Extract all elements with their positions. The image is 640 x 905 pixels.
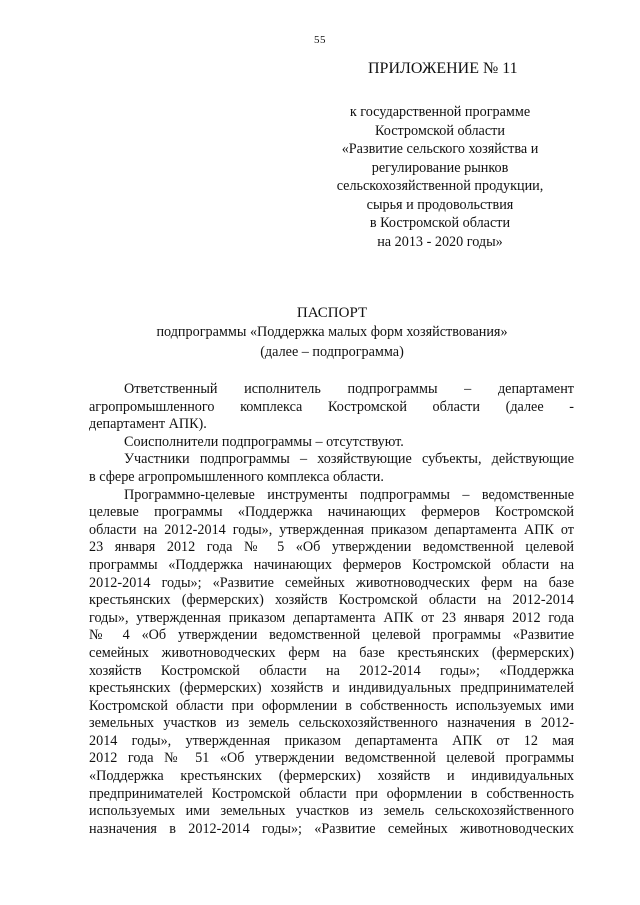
appendix-subtitle-line: сельскохозяйственной продукции, — [336, 178, 544, 194]
appendix-subtitle-line: на 2013 - 2020 годы» — [377, 233, 503, 250]
body-line: Костромской области при оформлении в собственность используемых ими — [89, 697, 574, 714]
body-line: крестьянских (фермерских) хозяйств и индивидуальных предпринимателей — [89, 680, 574, 697]
body-line: семейных животноводческих ферм на базе крестьянских (фермерских) — [89, 644, 574, 661]
passport-subtitle — [0, 323, 640, 362]
body-line: Ответственный исполнитель подпрограммы – департамент — [124, 381, 574, 397]
body-line: «Поддержка крестьянских (фермерских) хозяйств и индивидуальных — [89, 768, 574, 785]
body-line: 2012-2014 годы»; «Развитие семейных животноводческих ферм на базе — [89, 574, 574, 591]
body-line: Участники подпрограммы – хозяйствующие субъекты, действующие — [124, 451, 574, 468]
passport-subtitle-line: (далее – подпрограмма) — [260, 343, 404, 360]
body-line: назначения в 2012-2014 годы»; «Развитие семейных животноводческих — [89, 820, 574, 837]
body-line: земельных участков из земель сельскохозяйственного назначения в 2012- — [89, 715, 574, 732]
body-line: Соисполнители подпрограммы – отсутствуют. — [124, 433, 404, 450]
document-body — [89, 381, 574, 838]
appendix-subtitle-line: к государственной программе — [349, 104, 531, 120]
body-line: № 4 «Об утверждении ведомственной целевой программы «Развитие — [89, 627, 574, 644]
appendix-title: ПРИЛОЖЕНИЕ № 11 — [368, 60, 518, 77]
appendix-subtitle-line: Костромской области — [375, 122, 505, 139]
body-line: крестьянских (фермерских) хозяйств Костромской области на 2012-2014 — [89, 592, 574, 609]
body-line: Программно-целевые инструменты подпрограммы – ведомственные — [124, 486, 574, 503]
appendix-subtitle-line: сырья и продовольствия — [366, 196, 514, 213]
body-line: департамент АПК). — [89, 416, 207, 433]
body-line: в сфере агропромышленного комплекса области. — [89, 468, 384, 485]
body-line: агропромышленного комплекса Костромской области (далее - — [89, 398, 574, 415]
body-line: 2014 годы», утвержденная приказом департамента АПК от 12 мая — [89, 732, 574, 749]
body-line: 2012 года № 51 «Об утверждении ведомственной целевой программы — [89, 750, 574, 767]
body-line: 23 января 2012 года № 5 «Об утверждении ведомственной целевой — [89, 539, 574, 556]
body-line: целевые программы «Поддержка начинающих фермеров Костромской — [89, 504, 574, 521]
body-line: хозяйств Костромской области на 2012-2014 годы»; «Поддержка — [89, 662, 574, 679]
appendix-subtitle — [320, 103, 560, 251]
body-line: программы «Поддержка начинающих фермеров Костромской области на — [89, 556, 574, 573]
body-line: предпринимателей Костромской области при оформлении в собственность — [89, 785, 574, 802]
appendix-subtitle-line: «Развитие сельского хозяйства и — [341, 141, 539, 157]
appendix-subtitle-line: регулирование рынков — [371, 159, 509, 176]
body-line: области на 2012-2014 годы», утвержденная приказом департамента АПК от — [89, 521, 574, 538]
passport-title: ПАСПОРТ — [296, 305, 368, 321]
passport-subtitle-line: подпрограммы «Поддержка малых форм хозяйствования» — [156, 324, 508, 340]
body-line: годы», утвержденная приказом департамента АПК от 23 января 2012 года — [89, 609, 574, 626]
body-line: используемых ими земельных участков из земель сельскохозяйственного — [89, 803, 574, 820]
appendix-subtitle-line: в Костромской области — [369, 215, 511, 231]
page-number: 55 — [314, 34, 326, 46]
